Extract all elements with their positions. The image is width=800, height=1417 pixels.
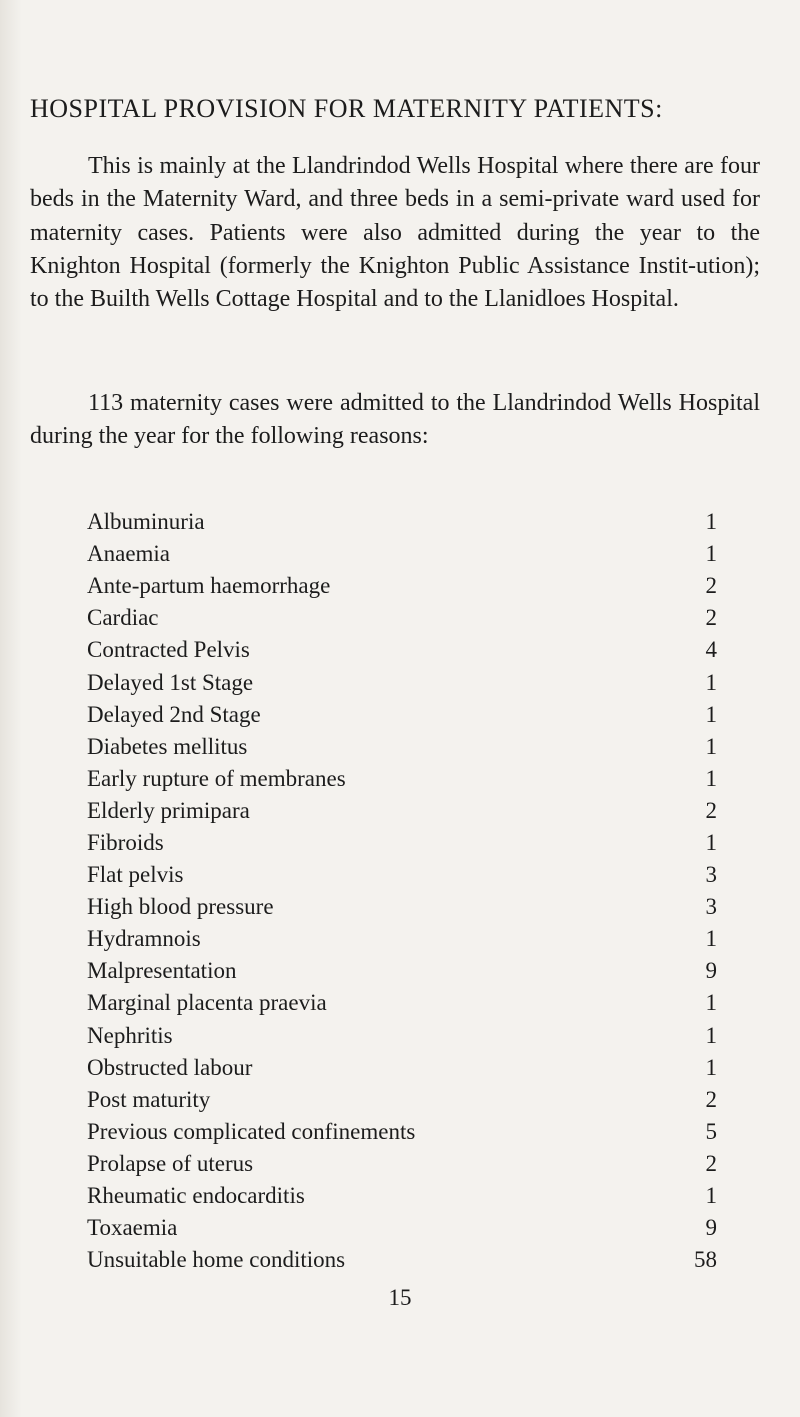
reason-count: 4: [705, 637, 717, 663]
list-item: [87, 763, 717, 795]
list-item: [87, 699, 717, 731]
reason-label: Cardiac: [87, 605, 159, 631]
reason-count: 3: [705, 894, 717, 920]
reason-label: Hydramnois: [87, 926, 201, 952]
reason-count: 3: [705, 862, 717, 888]
list-item: [87, 602, 717, 634]
list-item: [87, 987, 717, 1019]
page-heading: HOSPITAL PROVISION FOR MATERNITY PATIENTS:: [30, 94, 663, 123]
list-item: [87, 506, 717, 538]
reason-count: 1: [705, 509, 717, 535]
reason-label: Early rupture of membranes: [87, 765, 346, 791]
list-item: [87, 1084, 717, 1116]
reason-label: High blood pressure: [87, 894, 274, 920]
list-item: [87, 570, 717, 602]
reason-label: Prolapse of uterus: [87, 1150, 254, 1176]
list-item: [87, 1116, 717, 1148]
page-number: 15: [388, 1285, 412, 1310]
list-item: [87, 1180, 717, 1212]
list-item: [87, 731, 717, 763]
reason-count: 1: [705, 829, 717, 855]
reason-count: 1: [705, 733, 717, 759]
reason-label: Obstructed labour: [87, 1054, 253, 1080]
reason-label: Previous complicated confinements: [87, 1118, 416, 1144]
list-item: [87, 1020, 717, 1052]
list-item: [87, 923, 717, 955]
reason-label: Delayed 1st Stage: [87, 669, 254, 695]
reason-count: 2: [705, 1086, 717, 1112]
reason-count: 1: [705, 1022, 717, 1048]
reason-label: Ante-partum haemorrhage: [87, 573, 331, 599]
list-item: [87, 827, 717, 859]
list-item: [87, 634, 717, 666]
reason-count: 1: [705, 669, 717, 695]
reason-label: Fibroids: [87, 829, 164, 855]
reason-label: Toxaemia: [87, 1215, 178, 1241]
list-item: [87, 891, 717, 923]
reason-label: Albuminuria: [87, 509, 205, 535]
reason-label: Anaemia: [87, 541, 171, 567]
reason-count: 1: [705, 541, 717, 567]
admission-reasons-list: [87, 506, 717, 1276]
reason-label: Rheumatic endocarditis: [87, 1183, 305, 1209]
reason-count: 5: [705, 1118, 717, 1144]
reason-label: Unsuitable home conditions: [87, 1247, 346, 1273]
reason-count: 2: [705, 605, 717, 631]
reason-count: 1: [705, 765, 717, 791]
reason-label: Diabetes mellitus: [87, 733, 248, 759]
reason-count: 2: [705, 573, 717, 599]
reason-label: Nephritis: [87, 1022, 173, 1048]
list-item: [87, 1244, 717, 1276]
reason-label: Marginal placenta praevia: [87, 990, 327, 1016]
reason-count: 1: [705, 701, 717, 727]
list-item: [87, 795, 717, 827]
reason-label: Elderly primipara: [87, 797, 250, 823]
reason-label: Post maturity: [87, 1086, 211, 1112]
reason-count: 1: [705, 1183, 717, 1209]
reason-count: 2: [705, 1150, 717, 1176]
reason-count: 1: [705, 926, 717, 952]
list-item: [87, 1212, 717, 1244]
reason-count: 1: [705, 1054, 717, 1080]
list-item: [87, 859, 717, 891]
reason-count: 2: [705, 797, 717, 823]
reason-label: Malpresentation: [87, 958, 237, 984]
reason-label: Flat pelvis: [87, 862, 184, 888]
reason-label: Delayed 2nd Stage: [87, 701, 261, 727]
reason-label: Contracted Pelvis: [87, 637, 250, 663]
reason-count: 9: [705, 1215, 717, 1241]
list-item: [87, 538, 717, 570]
list-item: [87, 955, 717, 987]
reason-count: 1: [705, 990, 717, 1016]
intro-paragraph: This is mainly at the Llandrindod Wells Hospital where there are four beds in the Maternity Ward, and three beds in a semi-private ward used for maternity cases. Patients were also admitted during the year to the Knighton Hospital (formerly the Knighton Public Assistance Instit-ution); to the Builth Wells Cottage Hospital and to the Llanidloes Hospital.: [30, 153, 760, 313]
reason-count: 9: [705, 958, 717, 984]
list-item: [87, 1148, 717, 1180]
page-edge-shadow: [0, 0, 22, 1417]
reason-count: 58: [694, 1247, 717, 1273]
admissions-paragraph: 113 maternity cases were admitted to the Llandrindod Wells Hospital during the year for the following reasons:: [30, 390, 760, 450]
list-item: [87, 666, 717, 698]
list-item: [87, 1052, 717, 1084]
